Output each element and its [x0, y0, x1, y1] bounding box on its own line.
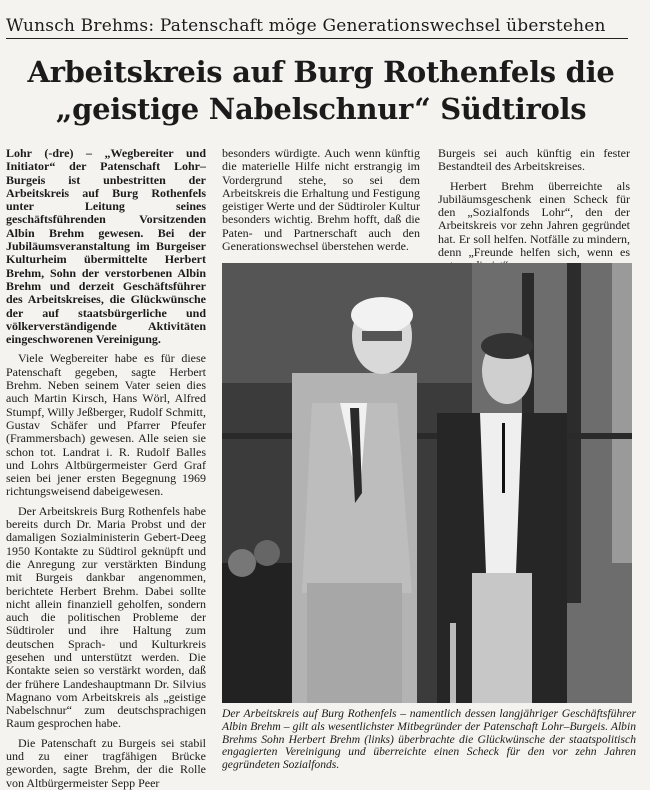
headline-line-2: „geistige Nabelschnur“ Südtirols — [55, 92, 587, 126]
article-column-3 — [438, 146, 630, 260]
article-paragraph: Der Arbeitskreis Burg Rothenfels habe bereits durch Dr. Maria Probst und der damaligen Sozialministerin Gebert-Deeg 1950 Kontakte zu Südtirol geknüpft und die Anregung zur verstärkten Bindung mit Burgeis dankbar angenommen, berichtete Herbert Brehm. Dabei sollte nicht allein finanziell geholfen, sondern auch die politischen Probleme der Südtiroler und ihre Haltung zum deutschen Sprach- und Kulturkreis gesehen und unterstützt werden. Die Kontakte seien so verstärkt worden, daß der frühere Landeshauptmann Dr. Silvius Magnano vom Arbeitskreis als „geistige Nabelschnur“ zum deutschsprachigen Raum gesprochen habe. — [6, 503, 206, 731]
news-photo — [222, 263, 632, 703]
main-headline — [6, 54, 636, 128]
article-paragraph: besonders würdigte. Auch wenn künftig die materielle Hilfe nicht erstrangig im Vordergrund stehe, so sei dem Arbeitskreis die Erhaltung und Festigung geistiger Werte und der Südtiroler Kultur besonders wichtig. Brehm hofft, daß die Paten- und Partnerschaft auch den Generationswechsel überstehen werde. — [222, 146, 420, 254]
photo-caption: Der Arbeitskreis auf Burg Rothenfels – namentlich dessen langjähriger Geschäftsführer Albin Brehm – gilt als wesentlichster Mitbegründer der Patenschaft Lohr–Burgeis. Albin Brehms Sohn Herbert Brehm (links) überbrachte die Glückwünsche der staatspolitisch engagierten Vereinigung und überreichte einen Scheck für den vor zehn Jahren gegründeten Sozialfonds. — [222, 707, 636, 772]
headline-line-1: Arbeitskreis auf Burg Rothenfels die — [27, 55, 615, 89]
article-paragraph: Viele Wegbereiter habe es für diese Patenschaft gegeben, sagte Herbert Brehm. Neben seinem Vater seien dies auch Martin Kirsch, Hans Wörl, Alfred Stumpf, Willy Jeßberger, Rudolf Schmitt, Gustav Schäfer und Pfarrer Pfeufer (Frammersbach) gewesen. Alle seien sie schon tot. Landrat i. R. Rudolf Balles und Lohrs Altbürgermeister Gerd Graf seien bei jener ersten Begegnung 1969 richtungsweisend dabeigewesen. — [6, 351, 206, 499]
article-column-1 — [6, 146, 206, 790]
article-paragraph: Die Patenschaft zu Burgeis sei stabil und zu einer tragfähigen Brücke geworden, sagte Brehm, der die Rolle von Altbürgermeister Sepp Peer — [6, 735, 206, 790]
kicker-headline: Wunsch Brehms: Patenschaft möge Generationswechsel überstehen — [6, 16, 628, 39]
article-lead-paragraph: Lohr (-dre) – „Wegbereiter und Initiator“ der Patenschaft Lohr–Burgeis ist unbestritten der Arbeitskreis auf Burg Rothenfels unter Leitung seines geschäftsführenden Vorsitzenden Albin Brehm gewesen. Bei der Jubiläumsveranstaltung im Burgeiser Kulturheim übermittelte Herbert Brehm, Sohn der verstorbenen Albin Brehm und derzeit Geschäftsführer des Arbeitskreises, die Glückwünsche der auf staatsbürgerliche und völkerverständigende Aktivitäten eingeschworenen Vereinigung. — [6, 146, 206, 347]
article-column-2 — [222, 147, 420, 257]
article-paragraph: Burgeis sei auch künftig ein fester Bestandteil des Arbeitskreises. — [438, 146, 630, 174]
article-paragraph: Herbert Brehm überreichte als Jubiläumsgeschenk einen Scheck für den „Sozialfonds Lohr“, den der Arbeitskreis vor zehn Jahren gegründet hat. Er soll helfen. Notfälle zu mindern, denn „Freunde helfen sich, wenn es — [438, 178, 630, 260]
